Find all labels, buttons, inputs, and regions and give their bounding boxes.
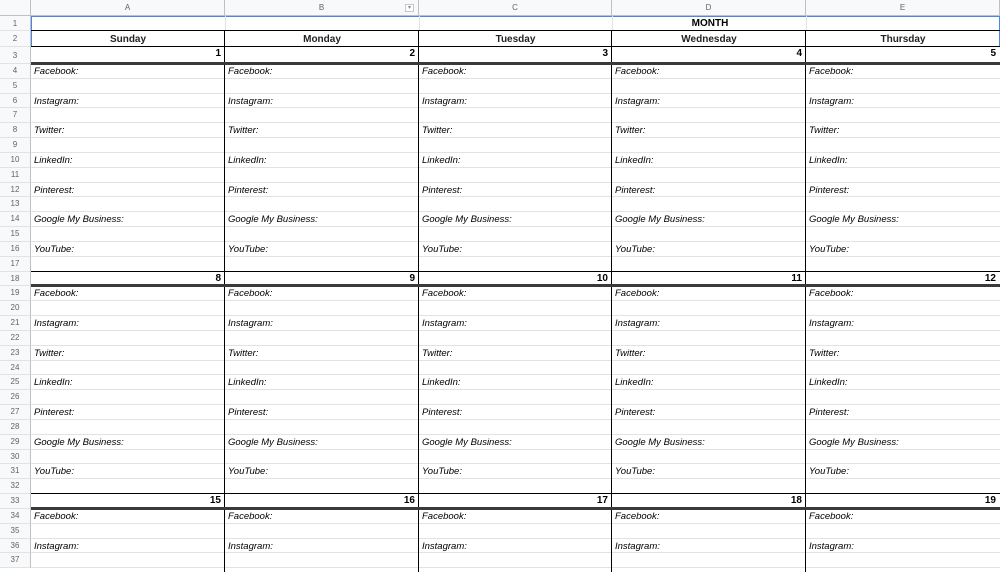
gridline	[31, 404, 1000, 405]
platform-label-instagram[interactable]: Instagram:	[228, 540, 273, 552]
gridline	[31, 389, 1000, 390]
row-header-14[interactable]: 14	[0, 212, 31, 227]
gridline	[225, 16, 226, 31]
column-header-c[interactable]: C	[419, 0, 612, 16]
row-header-21[interactable]: 21	[0, 316, 31, 331]
gridline	[31, 107, 1000, 108]
platform-label-googlemybusiness[interactable]: Google My Business:	[228, 436, 318, 448]
filter-dropdown-icon[interactable]: ▾	[405, 4, 414, 12]
platform-label-twitter[interactable]: Twitter:	[228, 125, 259, 137]
gridline	[31, 523, 1000, 524]
gridline	[31, 137, 1000, 138]
platform-label-googlemybusiness[interactable]: Google My Business:	[422, 436, 512, 448]
platform-label-linkedin[interactable]: LinkedIn:	[809, 154, 848, 166]
platform-label-googlemybusiness[interactable]: Google My Business:	[34, 214, 124, 226]
row-header-18[interactable]: 18	[0, 272, 31, 287]
platform-label-linkedin[interactable]: LinkedIn:	[34, 377, 73, 389]
row-header-15[interactable]: 15	[0, 227, 31, 242]
platform-label-pinterest[interactable]: Pinterest:	[228, 184, 269, 196]
platform-label-pinterest[interactable]: Pinterest:	[422, 407, 463, 419]
platform-label-facebook[interactable]: Facebook:	[422, 66, 467, 77]
platform-label-facebook[interactable]: Facebook:	[615, 66, 660, 77]
day-name-wednesday[interactable]: Wednesday	[681, 34, 737, 45]
platform-label-linkedin[interactable]: LinkedIn:	[34, 154, 73, 166]
gridline	[31, 152, 1000, 153]
gridline	[419, 16, 420, 31]
platform-label-instagram[interactable]: Instagram:	[34, 95, 79, 107]
row-header-4[interactable]: 4	[0, 64, 31, 79]
platform-label-instagram[interactable]: Instagram:	[809, 540, 854, 552]
week-date-border	[31, 62, 1000, 65]
row-header-7[interactable]: 7	[0, 108, 31, 123]
platform-label-youtube[interactable]: YouTube:	[422, 466, 462, 478]
date-number[interactable]: 8	[215, 272, 221, 284]
gridline	[31, 345, 1000, 346]
platform-label-twitter[interactable]: Twitter:	[34, 125, 65, 137]
platform-label-twitter[interactable]: Twitter:	[422, 125, 453, 137]
platform-label-pinterest[interactable]: Pinterest:	[34, 184, 75, 196]
day-name-thursday[interactable]: Thursday	[880, 34, 926, 45]
row-header-24[interactable]: 24	[0, 361, 31, 376]
platform-label-facebook[interactable]: Facebook:	[228, 288, 273, 300]
select-all-corner[interactable]	[0, 0, 31, 16]
platform-label-instagram[interactable]: Instagram:	[615, 540, 660, 552]
platform-label-facebook[interactable]: Facebook:	[615, 288, 660, 300]
date-number[interactable]: 12	[984, 272, 996, 284]
platform-label-twitter[interactable]: Twitter:	[615, 347, 646, 359]
gridline	[31, 478, 1000, 479]
day-name-sunday[interactable]: Sunday	[109, 34, 147, 45]
platform-label-googlemybusiness[interactable]: Google My Business:	[422, 214, 512, 226]
column-border	[224, 31, 225, 572]
platform-label-youtube[interactable]: YouTube:	[809, 466, 849, 478]
row-header-28[interactable]: 28	[0, 420, 31, 435]
date-number[interactable]: 17	[596, 495, 608, 507]
platform-label-pinterest[interactable]: Pinterest:	[615, 184, 656, 196]
platform-label-linkedin[interactable]: LinkedIn:	[422, 377, 461, 389]
platform-label-googlemybusiness[interactable]: Google My Business:	[228, 214, 318, 226]
gridline	[31, 78, 1000, 79]
date-number[interactable]: 3	[602, 48, 608, 59]
gridline	[612, 16, 613, 31]
gridline	[31, 315, 1000, 316]
date-number[interactable]: 11	[791, 272, 802, 284]
platform-label-facebook[interactable]: Facebook:	[228, 66, 273, 77]
gridline	[31, 419, 1000, 420]
platform-label-youtube[interactable]: YouTube:	[228, 243, 268, 255]
platform-label-youtube[interactable]: YouTube:	[228, 466, 268, 478]
platform-label-instagram[interactable]: Instagram:	[615, 95, 660, 107]
platform-label-googlemybusiness[interactable]: Google My Business:	[615, 436, 705, 448]
row-header-13[interactable]: 13	[0, 197, 31, 212]
platform-label-linkedin[interactable]: LinkedIn:	[228, 377, 267, 389]
platform-label-instagram[interactable]: Instagram:	[422, 540, 467, 552]
row-header-31[interactable]: 31	[0, 464, 31, 479]
row-header-27[interactable]: 27	[0, 405, 31, 420]
platform-label-instagram[interactable]: Instagram:	[809, 318, 854, 330]
date-number[interactable]: 16	[403, 495, 415, 507]
column-header-d[interactable]: D	[612, 0, 806, 16]
row-header-1[interactable]: 1	[0, 16, 31, 31]
gridline	[31, 256, 1000, 257]
platform-label-twitter[interactable]: Twitter:	[615, 125, 646, 137]
platform-label-instagram[interactable]: Instagram:	[422, 95, 467, 107]
row-header-10[interactable]: 10	[0, 153, 31, 168]
platform-label-googlemybusiness[interactable]: Google My Business:	[34, 436, 124, 448]
row-header-12[interactable]: 12	[0, 183, 31, 198]
platform-label-linkedin[interactable]: LinkedIn:	[615, 377, 654, 389]
column-header-a[interactable]: A	[31, 0, 225, 16]
platform-label-instagram[interactable]: Instagram:	[228, 318, 273, 330]
platform-label-pinterest[interactable]: Pinterest:	[228, 407, 269, 419]
column-border	[805, 31, 806, 572]
platform-label-twitter[interactable]: Twitter:	[422, 347, 453, 359]
date-number[interactable]: 15	[209, 495, 221, 507]
column-header-b[interactable]: B ▾	[225, 0, 419, 16]
platform-label-instagram[interactable]: Instagram:	[34, 318, 79, 330]
platform-label-linkedin[interactable]: LinkedIn:	[615, 154, 654, 166]
gridline	[31, 196, 1000, 197]
row-header-33[interactable]: 33	[0, 494, 31, 509]
row-header-29[interactable]: 29	[0, 435, 31, 450]
platform-label-pinterest[interactable]: Pinterest:	[422, 184, 463, 196]
gridline	[31, 122, 1000, 123]
platform-label-facebook[interactable]: Facebook:	[34, 66, 79, 77]
column-border	[611, 31, 612, 572]
gridline	[31, 300, 1000, 301]
platform-label-instagram[interactable]: Instagram:	[228, 95, 273, 107]
platform-label-googlemybusiness[interactable]: Google My Business:	[615, 214, 705, 226]
platform-label-pinterest[interactable]: Pinterest:	[615, 407, 656, 419]
row-header-8[interactable]: 8	[0, 123, 31, 138]
platform-label-facebook[interactable]: Facebook:	[422, 288, 467, 300]
gridline	[31, 330, 1000, 331]
platform-label-twitter[interactable]: Twitter:	[809, 125, 840, 137]
gridline	[31, 463, 1000, 464]
row-header-11[interactable]: 11	[0, 168, 31, 183]
date-number[interactable]: 9	[409, 272, 415, 284]
month-title[interactable]: MONTH	[691, 18, 729, 29]
row-header-2[interactable]: 2	[0, 31, 31, 47]
gridline	[31, 167, 1000, 168]
date-number[interactable]: 18	[790, 495, 802, 507]
gridline	[31, 182, 1000, 183]
platform-label-twitter[interactable]: Twitter:	[228, 347, 259, 359]
platform-label-pinterest[interactable]: Pinterest:	[34, 407, 75, 419]
platform-label-twitter[interactable]: Twitter:	[809, 347, 840, 359]
row-header-19[interactable]: 19	[0, 286, 31, 301]
date-number[interactable]: 10	[596, 272, 608, 284]
platform-label-facebook[interactable]: Facebook:	[809, 288, 854, 300]
row-header-16[interactable]: 16	[0, 242, 31, 257]
platform-label-pinterest[interactable]: Pinterest:	[809, 407, 850, 419]
platform-label-instagram[interactable]: Instagram:	[615, 318, 660, 330]
date-number[interactable]: 19	[984, 495, 996, 507]
platform-label-linkedin[interactable]: LinkedIn:	[228, 154, 267, 166]
row-header-36[interactable]: 36	[0, 539, 31, 554]
gridline	[31, 374, 1000, 375]
platform-label-facebook[interactable]: Facebook:	[809, 510, 854, 522]
gridline	[31, 552, 1000, 553]
row-header-30[interactable]: 30	[0, 450, 31, 465]
platform-label-pinterest[interactable]: Pinterest:	[809, 184, 850, 196]
row-header-25[interactable]: 25	[0, 375, 31, 390]
gridline	[31, 360, 1000, 361]
platform-label-facebook[interactable]: Facebook:	[34, 510, 79, 522]
platform-label-youtube[interactable]: YouTube:	[615, 466, 655, 478]
day-name-monday[interactable]: Monday	[303, 34, 341, 45]
row-header-6[interactable]: 6	[0, 94, 31, 109]
row-header-3[interactable]: 3	[0, 47, 31, 64]
column-border	[418, 31, 419, 572]
platform-label-instagram[interactable]: Instagram:	[422, 318, 467, 330]
date-number[interactable]: 1	[215, 48, 221, 59]
gridline	[31, 241, 1000, 242]
platform-label-twitter[interactable]: Twitter:	[34, 347, 65, 359]
platform-label-youtube[interactable]: YouTube:	[34, 466, 74, 478]
date-number[interactable]: 5	[990, 48, 996, 59]
platform-label-googlemybusiness[interactable]: Google My Business:	[809, 214, 899, 226]
platform-label-linkedin[interactable]: LinkedIn:	[809, 377, 848, 389]
platform-label-youtube[interactable]: YouTube:	[615, 243, 655, 255]
platform-label-facebook[interactable]: Facebook:	[422, 510, 467, 522]
gridline	[806, 16, 807, 31]
row-header-35[interactable]: 35	[0, 524, 31, 539]
platform-label-instagram[interactable]: Instagram:	[809, 95, 854, 107]
row-header-5[interactable]: 5	[0, 79, 31, 94]
row-header-22[interactable]: 22	[0, 331, 31, 346]
platform-label-youtube[interactable]: YouTube:	[809, 243, 849, 255]
row-header-37[interactable]: 37	[0, 553, 31, 568]
date-number[interactable]: 4	[796, 48, 802, 59]
column-header-e[interactable]: E	[806, 0, 1000, 16]
platform-label-youtube[interactable]: YouTube:	[34, 243, 74, 255]
header-border	[31, 30, 1000, 31]
platform-label-facebook[interactable]: Facebook:	[809, 66, 854, 77]
row-header-32[interactable]: 32	[0, 479, 31, 494]
platform-label-instagram[interactable]: Instagram:	[34, 540, 79, 552]
platform-label-youtube[interactable]: YouTube:	[422, 243, 462, 255]
platform-label-facebook[interactable]: Facebook:	[615, 510, 660, 522]
row-header-20[interactable]: 20	[0, 301, 31, 316]
row-header-17[interactable]: 17	[0, 257, 31, 272]
row-header-26[interactable]: 26	[0, 390, 31, 405]
platform-label-linkedin[interactable]: LinkedIn:	[422, 154, 461, 166]
platform-label-googlemybusiness[interactable]: Google My Business:	[809, 436, 899, 448]
row-header-9[interactable]: 9	[0, 138, 31, 153]
day-name-tuesday[interactable]: Tuesday	[495, 34, 536, 45]
row-header-34[interactable]: 34	[0, 509, 31, 524]
platform-label-facebook[interactable]: Facebook:	[228, 510, 273, 522]
platform-label-facebook[interactable]: Facebook:	[34, 288, 79, 300]
row-header-23[interactable]: 23	[0, 346, 31, 361]
gridline	[31, 538, 1000, 539]
gridline	[31, 567, 1000, 568]
gridline	[31, 93, 1000, 94]
date-number[interactable]: 2	[409, 48, 415, 59]
